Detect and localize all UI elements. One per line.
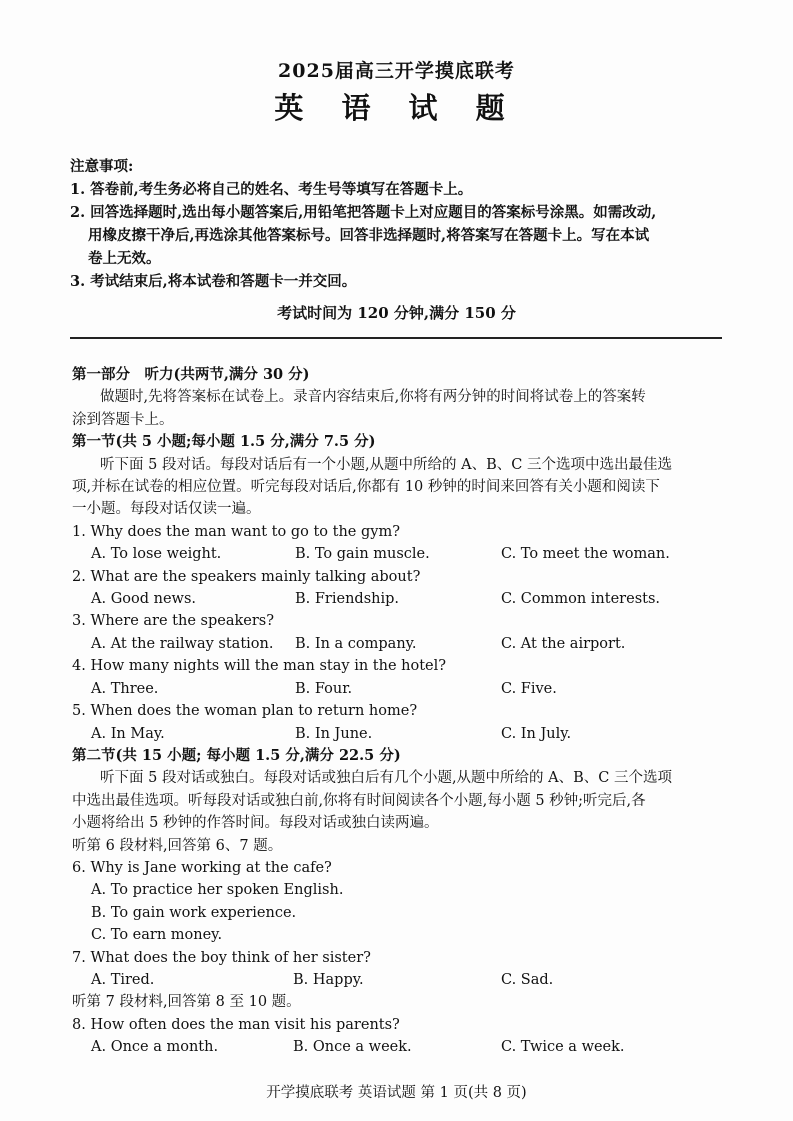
option-c: C. In July.: [501, 725, 572, 742]
answer-options: [72, 633, 727, 655]
answer-options: [72, 969, 727, 991]
option-a: A. Once a month.: [91, 1039, 219, 1056]
notice-section: [70, 155, 730, 293]
option-c: C. Sad.: [501, 971, 554, 988]
section-instructions: 中选出最佳选项。听每段对话或独白前,你将有时间阅读各个小题,每小题 5 秒钟;听完后,各: [72, 792, 646, 809]
divider: [70, 337, 722, 339]
option-a: A. Good news.: [91, 591, 197, 608]
part-intro: 做题时,先将答案标在试卷上。录音内容结束后,你将有两分钟的时间将试卷上的答案转: [100, 389, 646, 406]
option-b: B. To gain muscle.: [295, 546, 430, 563]
section-instructions: 项,并标在试卷的相应位置。听完每段对话后,你都有 10 秒钟的时间来回答有关小题和阅读下: [72, 479, 660, 496]
answer-options: [72, 723, 727, 745]
question: 7. What does the boy think of her sister?: [72, 949, 371, 966]
option-b: B. To gain work experience.: [91, 904, 297, 921]
listening-part: [72, 364, 727, 1059]
question: 1. Why does the man want to go to the gym?: [72, 523, 400, 540]
notice-item-1: 1. 答卷前,考生务必将自己的姓名、考生号等填写在答题卡上。: [70, 181, 473, 198]
question: 6. Why is Jane working at the cafe?: [72, 859, 332, 876]
material-instruction: 听第 6 段材料,回答第 6、7 题。: [72, 837, 283, 854]
option-a: A. At the railway station.: [91, 635, 274, 652]
section-heading: 第一节(共 5 小题;每小题 1.5 分,满分 7.5 分): [72, 433, 376, 451]
question: 3. Where are the speakers?: [72, 613, 274, 630]
answer-options: [72, 678, 727, 700]
section-instructions: 一小题。每段对话仅读一遍。: [72, 501, 261, 518]
section-heading: 第二节(共 15 小题; 每小题 1.5 分,满分 22.5 分): [72, 746, 401, 764]
option-a: A. In May.: [91, 725, 165, 742]
question: 5. When does the woman plan to return home?: [72, 703, 418, 720]
answer-options: [72, 1036, 727, 1058]
answer-options: [72, 588, 727, 610]
option-b: B. Once a week.: [293, 1039, 412, 1056]
option-a: A. Three.: [91, 680, 159, 697]
option-c: C. At the airport.: [501, 635, 626, 652]
notice-item-3: 3. 考试结束后,将本试卷和答题卡一并交回。: [70, 273, 357, 290]
section-instructions: 小题将给出 5 秒钟的作答时间。每段对话或独白读两遍。: [72, 815, 439, 832]
option-a: A. To lose weight.: [91, 546, 222, 563]
option-b: B. Friendship.: [295, 591, 400, 608]
option-c: C. To earn money.: [91, 927, 223, 944]
option-c: C. Five.: [501, 680, 557, 697]
exam-title: 2025届高三开学摸底联考: [278, 60, 515, 82]
question: 4. How many nights will the man stay in the hotel?: [72, 658, 447, 675]
question: 8. How often does the man visit his parents?: [72, 1016, 400, 1033]
subject-title: 英 语 试 题: [274, 91, 519, 125]
exam-time-score: 考试时间为 120 分钟,满分 150 分: [277, 304, 516, 322]
notice-heading: 注意事项:: [70, 158, 134, 175]
notice-item-2-cont: 卷上无效。: [88, 250, 161, 267]
page-footer: 开学摸底联考 英语试题 第 1 页(共 8 页): [266, 1085, 527, 1101]
option-c: C. To meet the woman.: [501, 546, 670, 563]
notice-item-2-cont: 用橡皮擦干净后,再选涂其他答案标号。回答非选择题时,将答案写在答题卡上。写在本试: [88, 227, 650, 244]
material-instruction: 听第 7 段材料,回答第 8 至 10 题。: [72, 994, 301, 1011]
section-instructions: 听下面 5 段对话。每段对话后有一个小题,从题中所给的 A、B、C 三个选项中选出最佳选: [100, 456, 672, 473]
option-b: B. In a company.: [295, 635, 417, 652]
option-c: C. Common interests.: [501, 591, 661, 608]
option-a: A. Tired.: [91, 971, 155, 988]
notice-item-2: 2. 回答选择题时,选出每小题答案后,用铅笔把答题卡上对应题目的答案标号涂黑。如需改动,: [70, 204, 657, 221]
option-a: A. To practice her spoken English.: [91, 882, 344, 899]
option-c: C. Twice a week.: [501, 1039, 625, 1056]
question: 2. What are the speakers mainly talking about?: [72, 568, 421, 585]
option-b: B. In June.: [295, 725, 373, 742]
part-intro: 涂到答题卡上。: [72, 411, 174, 428]
section-instructions: 听下面 5 段对话或独白。每段对话或独白后有几个小题,从题中所给的 A、B、C 三个选项: [100, 770, 672, 787]
option-b: B. Happy.: [293, 971, 364, 988]
option-b: B. Four.: [295, 680, 353, 697]
answer-options: [72, 543, 727, 565]
part-heading: 第一部分 听力(共两节,满分 30 分): [72, 366, 310, 383]
